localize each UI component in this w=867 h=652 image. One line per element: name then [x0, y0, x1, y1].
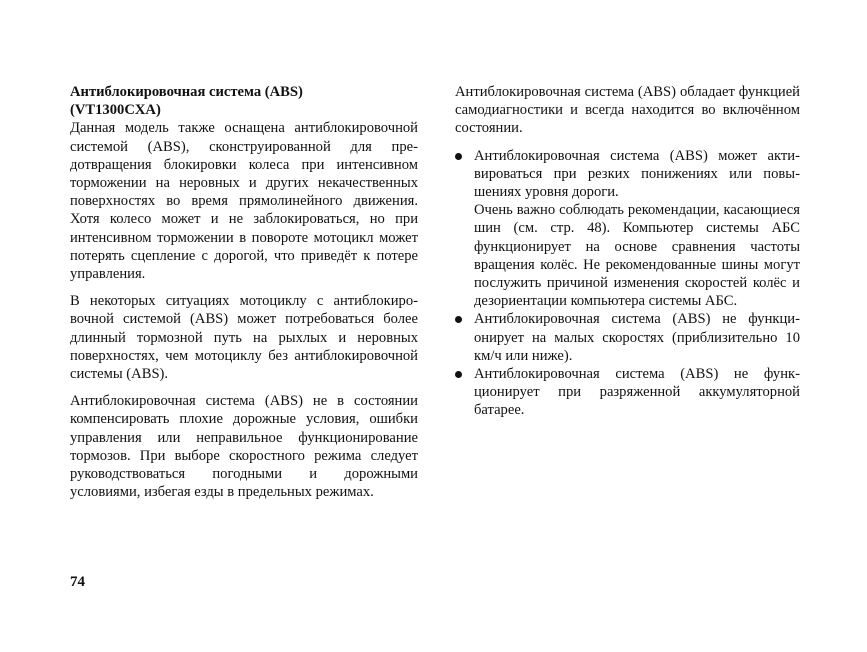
section-heading-model: (VT1300CXA): [70, 102, 161, 119]
left-column: [70, 83, 418, 510]
list-item: [455, 310, 800, 365]
bullet-list: [455, 147, 800, 420]
bullet-text: Антиблокировочная система (ABS) не функционирует на малых скоростях (приблизительно 10 км/ч или ниже).: [474, 311, 800, 364]
bullet-text: Антиблокировочная система (ABS) не функционирует при разряженной аккумуляторной батарее.: [474, 366, 800, 419]
section-heading: Антиблокировочная система (ABS): [70, 84, 303, 100]
paragraph-braking-distance: В некоторых ситуациях мотоциклу с антиблокировочной системой (ABS) может потребоваться более длинный тормозной путь на рыхлых и неровных поверхностях, чем мотоциклу без антиблокировочной системы (ABS).: [70, 293, 418, 383]
paragraph-self-diagnostics: Антиблокировочная система (ABS) обладает функцией самодиагностики и всегда находится во включённом состоянии.: [455, 84, 800, 137]
paragraph-abs-purpose: Данная модель также оснащена антиблокировочной системой (ABS), сконструированной для предотвращения блокировки колеса при интенсивном торможении на неровных и других некачественных поверхностях во время прямолинейного движения. Хотя колесо может и не заблокироваться, но при интенсивном торможении в повороте мотоцикл может потерять сцепление с дорогой, что приведёт к потере управления.: [70, 120, 418, 283]
bullet-icon: [455, 316, 462, 323]
bullet-icon: [455, 153, 462, 160]
bullet-continuation: Очень важно соблюдать рекомендации, касающиеся шин (см. стр. 48). Компьютер системы АБС функционирует на основе сравнения частоты вращения колёс. Не рекомендованные шины могут послужить причиной изменения скоростей колёс и дезориентации компьютера системы АБС.: [474, 202, 800, 310]
right-column: [455, 83, 800, 420]
list-item: [455, 147, 800, 311]
bullet-icon: [455, 371, 462, 378]
paragraph-abs-limitations: Антиблокировочная система (ABS) не в состоянии компенсировать плохие дорожные условия, ошибки управления или неправильное функционирование тормозов. При выборе скоростного режима следует руководствоваться погодными и дорожными условиями, избегая езды в предельных режимах.: [70, 393, 418, 501]
list-item: [455, 365, 800, 420]
bullet-text: Антиблокировочная система (ABS) может активироваться при резких понижениях или повышениях уровня дороги.: [474, 147, 800, 201]
page-number: 74: [70, 574, 85, 590]
